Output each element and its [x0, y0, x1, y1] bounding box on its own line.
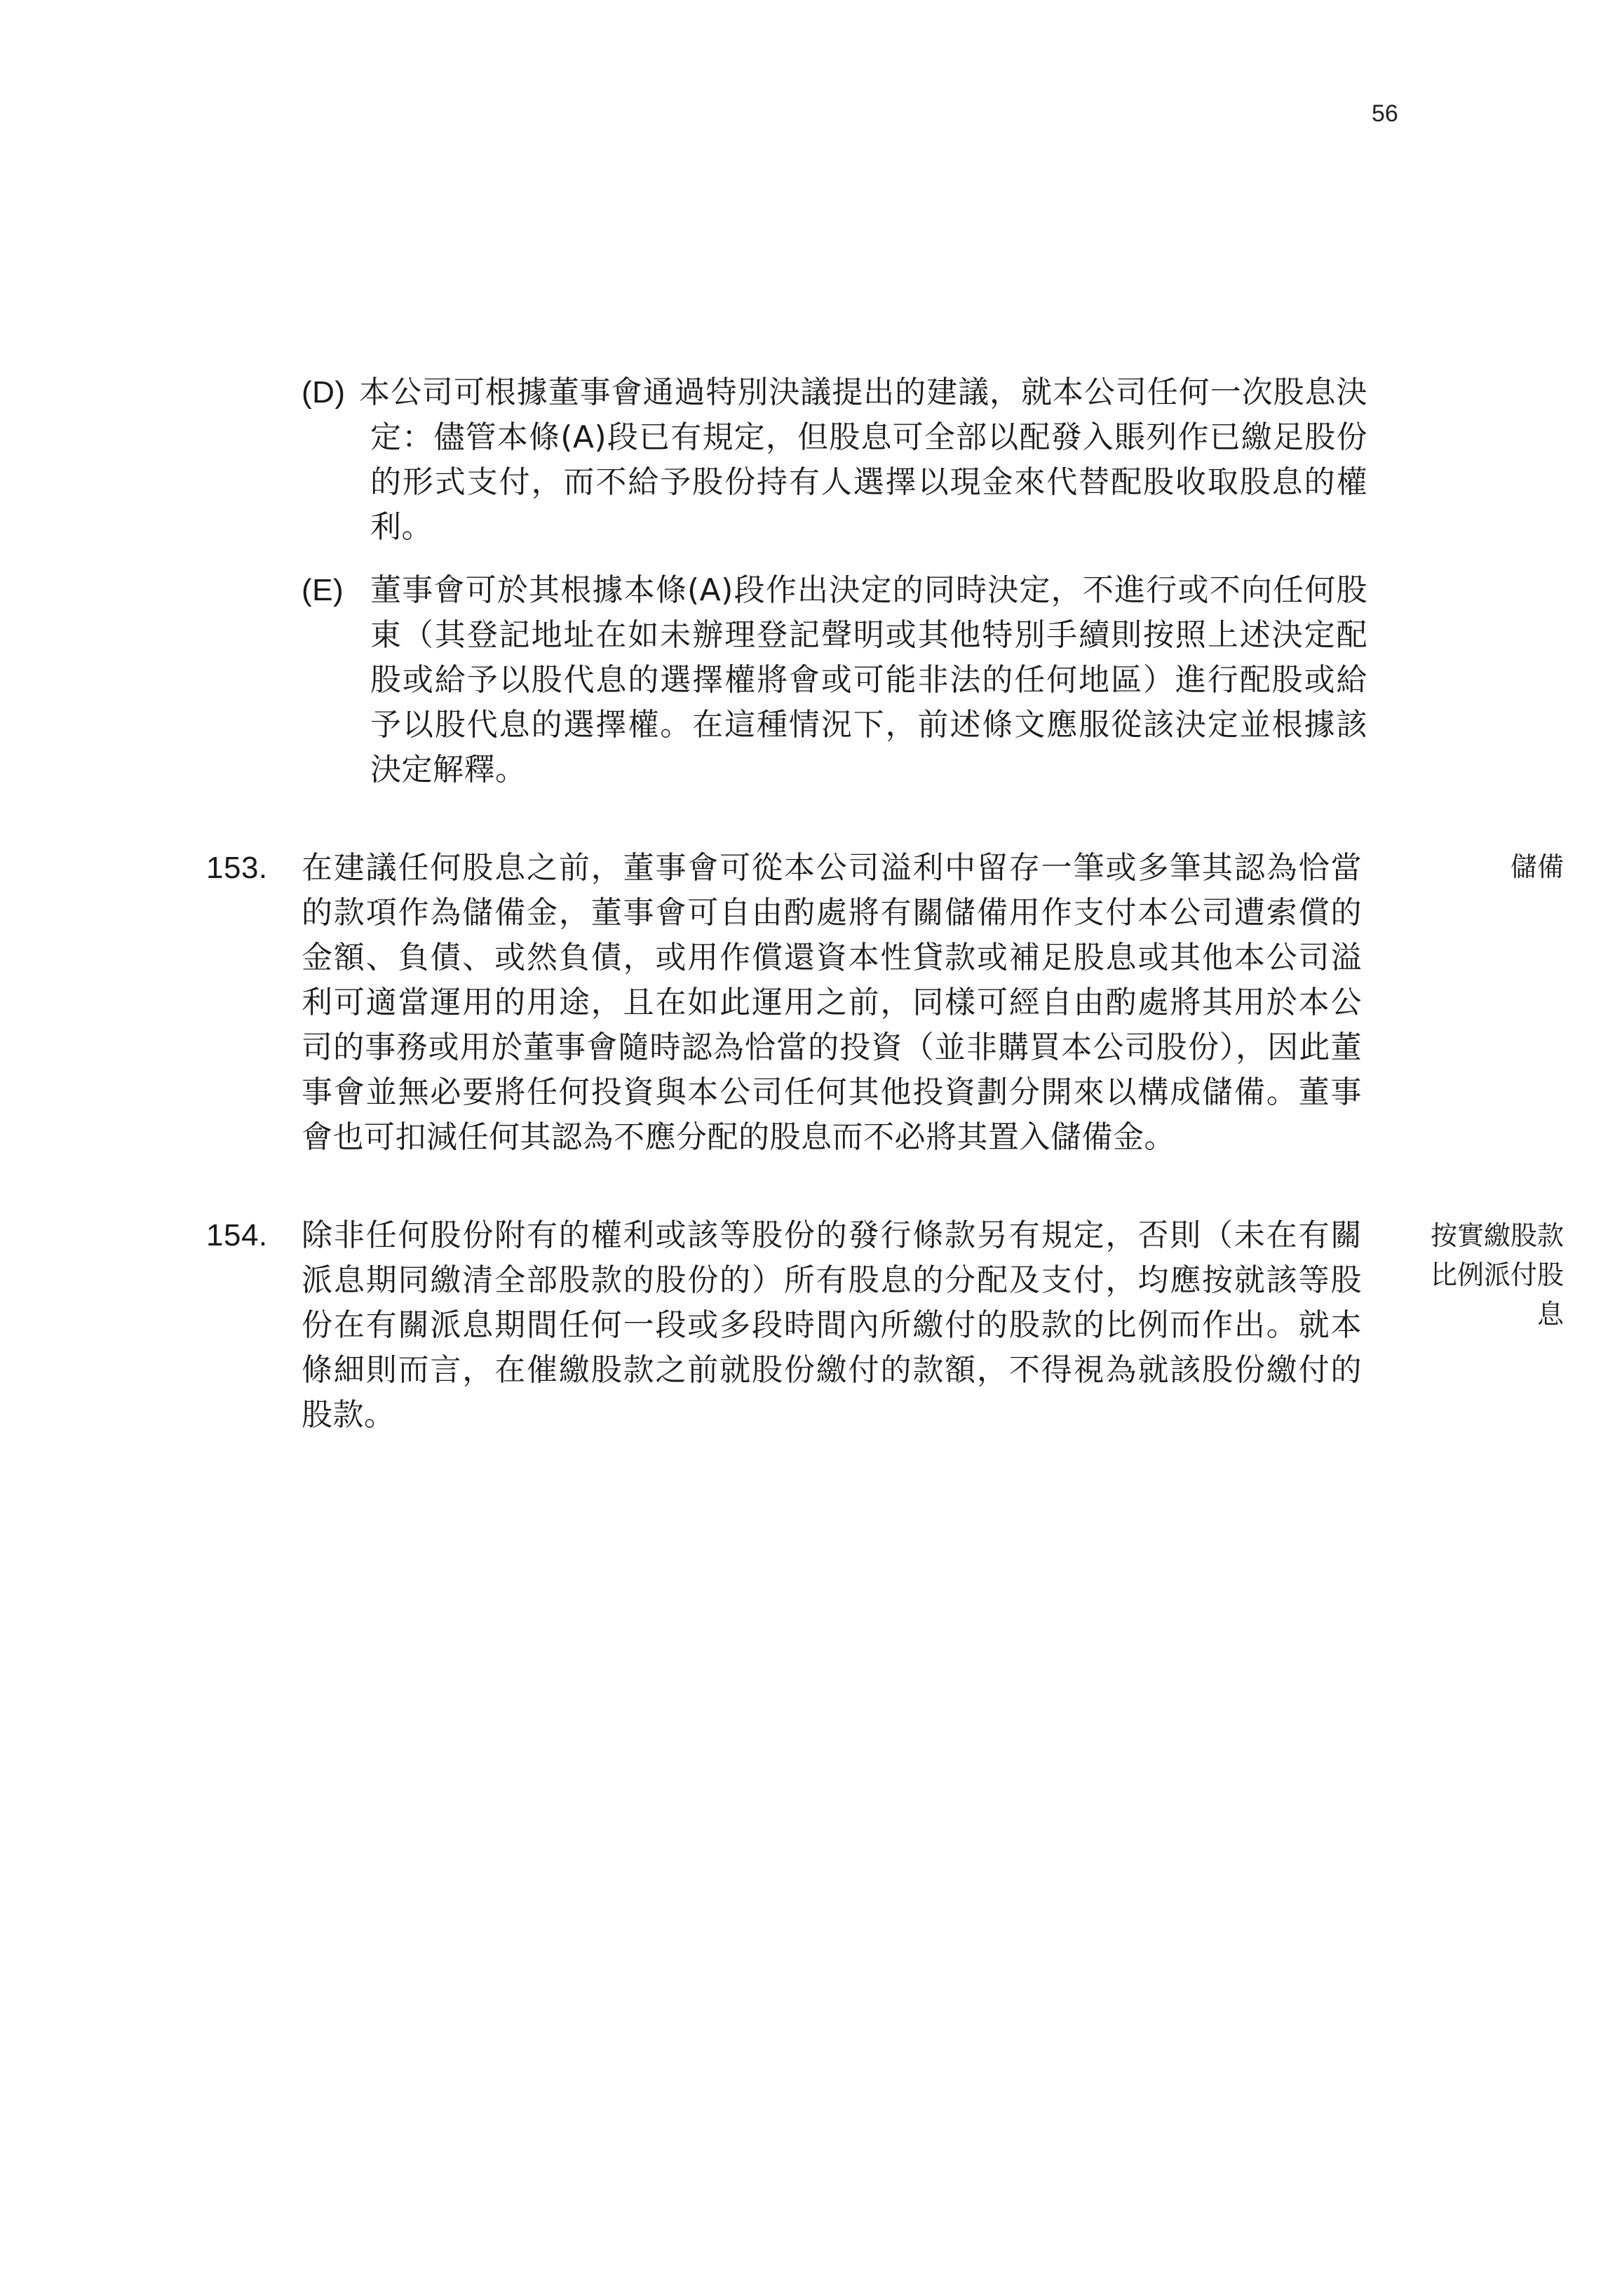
clause-154 — [206, 1213, 1362, 1438]
margin-note-dividends-pro-rata: 按實繳股款比例派付股息 — [1430, 1220, 1564, 1330]
clause-text: 在建議任何股息之前，董事會可從本公司溢利中留存一筆或多筆其認為恰當的款項作為儲備金，董事會可自由酌處將有關儲備用作支付本公司遭索償的金額、負債、或然負債，或用作償還資本性貸款或補足股息或其他本公司溢利可適當運用的用途，且在如此運用之前，同樣可經自由酌處將其用於本公司的事務或用於董事會隨時認為恰當的投資（並非購買本公司股份），因此董事會並無必要將任何投資與本公司任何其他投資劃分開來以構成儲備。董事會也可扣減任何其認為不應分配的股息而不必將其置入儲備金。 — [302, 850, 1362, 1155]
sub-item-e — [302, 568, 1367, 792]
clause-text: 除非任何股份附有的權利或該等股份的發行條款另有規定，否則（未在有關派息期同繳清全部股款的股份的）所有股息的分配及支付，均應按就該等股份在有關派息期間任何一段或多段時間內所繳付的股款的比例而作出。就本條細則而言，在催繳股款之前就股份繳付的款額，不得視為就該股份繳付的股款。 — [302, 1217, 1362, 1433]
clause-153 — [206, 846, 1362, 1160]
margin-note-reserves: 儲備 — [1510, 851, 1564, 882]
sub-item-d-text: 本公司可根據董事會通過特別決議提出的建議，就本公司任何一次股息決定：儘管本條(A)段已有規定，但股息可全部以配發入賬列作已繳足股份的形式支付，而不給予股份持有人選擇以現金來代替配股收取股息的權利。 — [359, 374, 1367, 545]
clause-number: 153. — [206, 851, 268, 885]
sub-item-d — [302, 370, 1367, 550]
clause-number: 154. — [206, 1218, 268, 1252]
sub-item-text — [359, 370, 1367, 550]
sub-item-label: (E) — [302, 573, 344, 607]
sub-item-label: (D) — [302, 375, 346, 410]
page-number: 56 — [1372, 100, 1398, 127]
sub-item-e-text: 董事會可於其根據本條(A)段作出決定的同時決定，不進行或不向任何股東（其登記地址在如未辦理登記聲明或其他特別手續則按照上述決定配股或給予以股代息的選擇權將會或可能非法的任何地區）進行配股或給予以股代息的選擇權。在這種情況下，前述條文應服從該決定並根據該決定解釋。 — [370, 572, 1367, 788]
